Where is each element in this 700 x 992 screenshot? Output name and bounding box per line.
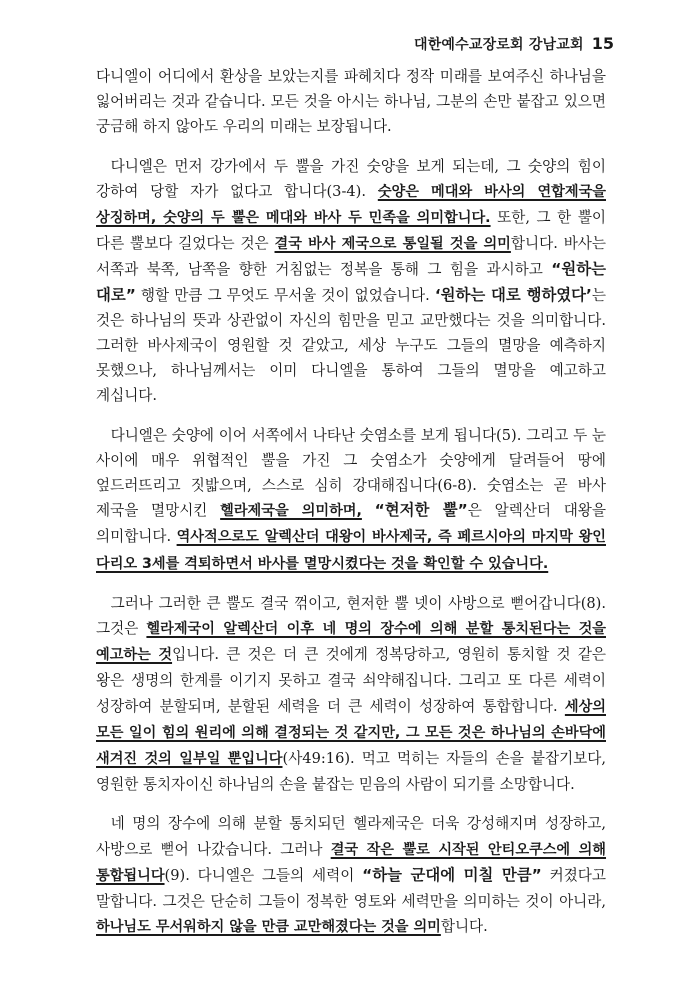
text-run: 그러나 그러한 큰 뿔도 결국 꺾이고, 현저한 뿔 넷이 사방으로 뻗어갑니다(8). 그것은 [96,594,606,638]
emphasized-text: 결국 작은 뿔로 시작된 안티오쿠스에 의해 통합됩니다 [96,841,607,884]
text-run: 커졌다고 말합니다. 그것은 단순히 그들이 정복한 영토와 세력만을 의미하는 것이 아니라, [96,866,606,911]
emphasized-text: 숫양은 메대와 바사의 연합제국을 상징하며, 숫양의 두 뿔은 메대와 바사 두 민족을 의미합니다. [96,183,606,227]
church-name: 대한예수교장로회 강남교회 [413,37,584,53]
paragraph [96,591,606,798]
text-run: 합니다. 바사는 서쪽과 북쪽, 남쪽을 향한 거침없는 정복을 통해 그 힘을 과시하고 [96,235,606,279]
text-run: 다니엘이 어디에서 환상을 보았는지를 파헤치다 정작 미래를 보여주신 하나님을 잃어버리는 것과 같습니다. 모든 것을 아시는 하나님, 그분의 손만 붙잡고 있으면 궁금해 하지 않아도 우리의 미래는 보장됩니다. [96,68,606,136]
page-header [414,34,614,54]
emphasized-text: 헬라제국이 알렉산더 이후 네 명의 장수에 의해 분할 통치된다는 것을 예고하는 것 [96,621,606,664]
quoted-phrase: “현저한 뿔” [374,501,468,520]
paragraph [96,423,606,577]
text-run: 또한, 그 한 뿔이 다른 뿔보다 길었다는 것은 [96,209,607,253]
paragraph [96,154,606,409]
emphasized-text: 역사적으로도 알렉산더 대왕이 바사제국, 즉 페르시아의 마지막 왕인 다리오 3세를 격퇴하면서 바사를 멸망시켰다는 것을 확인할 수 있습니다. [96,529,606,572]
paragraph [96,64,606,140]
emphasized-text: 하나님도 무서워하지 않을 만큼 교만해졌다는 것을 의미 [96,919,441,936]
quoted-phrase: “원하는 대로” [96,260,606,304]
emphasized-text: 세상의 모든 일이 힘의 원리에 의해 결정되는 것 같지만, 그 모든 것은 하나님의 손바닥에 새겨진 것의 일부일 뿐입니다 [96,698,606,768]
body-text [96,64,606,941]
text-run: 합니다. [440,918,488,936]
quoted-phrase: “하늘 군대에 미칠 만큼” [362,865,542,884]
emphasized-text: 결국 바사 제국으로 통일될 것을 의미 [274,236,511,253]
quoted-phrase: ‘원하는 대로 행하였다’ [434,285,592,304]
paragraph [96,811,606,940]
text-run: 다니엘은 먼저 강가에서 두 뿔을 가진 숫양을 보게 되는데, 그 숫양의 힘이 강하여 당할 자가 없다고 합니다(3-4). [96,157,606,200]
text-run [362,502,375,519]
text-run: (9). 다니엘은 그들의 세력이 [164,866,363,884]
text-run: 네 명의 장수에 의해 분할 통치되던 헬라제국은 더욱 강성해지며 성장하고, 사방으로 뻗어 나갔습니다. 그러나 [96,815,606,858]
text-run: 는 것은 하나님의 뜻과 상관없이 자신의 힘만을 믿고 교만했다는 것을 의미합니다. 그러한 바사제국이 영원할 것 같았고, 세상 누구도 그들의 멸망을 예측하지 못했으나, 하나님께서는 이미 다니엘을 통하여 그들의 멸망을 예고하고 계십니다. [96,286,606,405]
text-run: (사49:16). 먹고 먹히는 자들의 손을 붙잡기보다, 영원한 통치자이신 하나님의 손을 붙잡는 믿음의 사람이 되기를 소망합니다. [96,750,607,794]
emphasized-text: 헬라제국을 의미하며, [220,503,362,520]
text-run: 입니다. 큰 것은 더 큰 것에게 정복당하고, 영원히 통치할 것 같은 왕은 생명의 한계를 이기지 못하고 결국 쇠약해집니다. 그리고 또 다른 세력이 성장하여 분할되며, 분할된 세력을 더 큰 세력이 성장하여 통합합니다. [96,646,607,715]
text-run: 다니엘은 숫양에 이어 서쪽에서 나타난 숫염소를 보게 됩니다(5). 그리고 두 눈 사이에 매우 위협적인 뿔을 가진 그 숫염소가 숫양에게 달려들어 땅에 엎드러뜨리고 짓밟으며, 스스로 심히 강대해집니다(6-8). 숫염소는 곧 바사 제국을 멸망시킨 [96,426,606,520]
text-run: 은 알렉산더 대왕을 의미합니다. [96,502,607,546]
text-run: 행할 만큼 그 무엇도 무서울 것이 없었습니다. [135,286,435,304]
page-number: 15 [591,34,614,53]
